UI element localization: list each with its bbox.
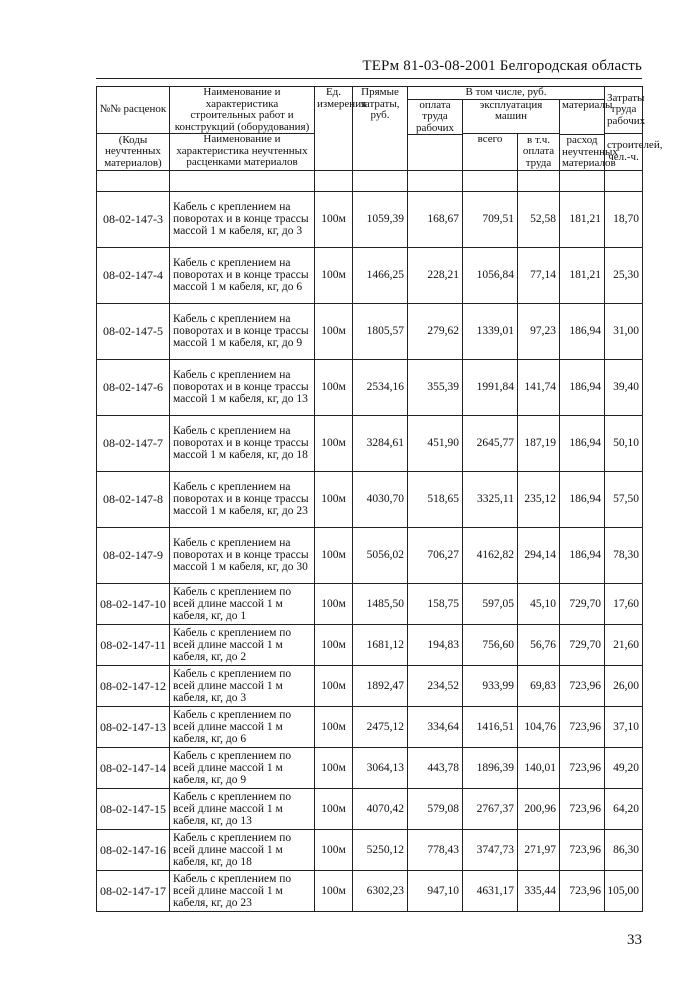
header-machines-total: всего	[463, 134, 518, 171]
materials: 186,94	[560, 471, 605, 527]
machines-total: 709,51	[463, 191, 518, 247]
machines-labor-pay: 187,19	[518, 415, 560, 471]
labor-cost: 64,20	[605, 788, 643, 829]
labor-pay: 579,08	[408, 788, 463, 829]
unit-cell: 100м	[315, 706, 353, 747]
table-row	[97, 303, 643, 359]
labor-pay: 443,78	[408, 747, 463, 788]
direct-costs: 2475,12	[353, 706, 408, 747]
unit-cell: 100м	[315, 471, 353, 527]
header-code: №№ расценок	[97, 87, 170, 134]
rate-code: 08-02-147-12	[97, 665, 170, 706]
header-name: Наименование и характеристика строительных работ и конструкций (оборудования)	[170, 87, 315, 134]
table-row	[97, 624, 643, 665]
machines-total: 1416,51	[463, 706, 518, 747]
rate-code: 08-02-147-14	[97, 747, 170, 788]
direct-costs: 1681,12	[353, 624, 408, 665]
labor-pay: 947,10	[408, 870, 463, 911]
labor-cost: 57,50	[605, 471, 643, 527]
unit-cell: 100м	[315, 191, 353, 247]
work-name: Кабель с креплением по всей длине массой 1 м кабеля, кг, до 3	[170, 665, 315, 706]
header-labor-pay-blank	[408, 135, 463, 171]
table-row	[97, 583, 643, 624]
rate-code: 08-02-147-7	[97, 415, 170, 471]
materials: 186,94	[560, 527, 605, 583]
direct-costs: 1805,57	[353, 303, 408, 359]
rate-code: 08-02-147-15	[97, 788, 170, 829]
labor-cost: 78,30	[605, 527, 643, 583]
rate-code: 08-02-147-3	[97, 191, 170, 247]
spacer-row	[97, 170, 643, 191]
unit-cell: 100м	[315, 247, 353, 303]
work-name: Кабель с креплением по всей длине массой 1 м кабеля, кг, до 18	[170, 829, 315, 870]
machines-total: 4631,17	[463, 870, 518, 911]
machines-labor-pay: 200,96	[518, 788, 560, 829]
header-labor-pay: оплата труда рабочих	[408, 99, 463, 135]
materials: 723,96	[560, 747, 605, 788]
header-machines-incl-pay: в т.ч. оплата труда	[518, 134, 560, 171]
machines-labor-pay: 56,76	[518, 624, 560, 665]
labor-cost: 21,60	[605, 624, 643, 665]
direct-costs: 5056,02	[353, 527, 408, 583]
rates-table	[96, 86, 663, 912]
materials: 186,94	[560, 359, 605, 415]
unit-cell: 100м	[315, 527, 353, 583]
labor-pay: 279,62	[408, 303, 463, 359]
direct-costs: 1485,50	[353, 583, 408, 624]
machines-labor-pay: 141,74	[518, 359, 560, 415]
labor-cost: 86,30	[605, 829, 643, 870]
direct-costs: 1466,25	[353, 247, 408, 303]
table-row	[97, 527, 643, 583]
machines-total: 2645,77	[463, 415, 518, 471]
rate-code: 08-02-147-10	[97, 583, 170, 624]
labor-pay: 194,83	[408, 624, 463, 665]
machines-labor-pay: 335,44	[518, 870, 560, 911]
table-row	[97, 415, 643, 471]
header-code-alt: (Коды неучтенных материалов)	[97, 134, 170, 171]
table-row	[97, 359, 643, 415]
rate-code: 08-02-147-16	[97, 829, 170, 870]
materials: 723,96	[560, 788, 605, 829]
materials: 181,21	[560, 247, 605, 303]
machines-total: 1056,84	[463, 247, 518, 303]
work-name: Кабель с креплением на поворотах и в конце трассы массой 1 м кабеля, кг, до 3	[170, 191, 315, 247]
rate-code: 08-02-147-9	[97, 527, 170, 583]
work-name: Кабель с креплением по всей длине массой 1 м кабеля, кг, до 13	[170, 788, 315, 829]
machines-total: 3325,11	[463, 471, 518, 527]
unit-cell: 100м	[315, 583, 353, 624]
materials: 723,96	[560, 870, 605, 911]
table-row	[97, 247, 643, 303]
machines-labor-pay: 271,97	[518, 829, 560, 870]
machines-labor-pay: 69,83	[518, 665, 560, 706]
machines-total: 1991,84	[463, 359, 518, 415]
labor-pay: 518,65	[408, 471, 463, 527]
machines-total: 2767,37	[463, 788, 518, 829]
materials: 723,96	[560, 706, 605, 747]
machines-labor-pay: 77,14	[518, 247, 560, 303]
document-header: ТЕРм 81-03-08-2001 Белгородская область	[362, 58, 642, 74]
page-number: 33	[627, 932, 642, 948]
rate-code: 08-02-147-11	[97, 624, 170, 665]
unit-cell: 100м	[315, 788, 353, 829]
labor-pay: 234,52	[408, 665, 463, 706]
labor-cost: 50,10	[605, 415, 643, 471]
machines-total: 1339,01	[463, 303, 518, 359]
work-name: Кабель с креплением по всей длине массой 1 м кабеля, кг, до 1	[170, 583, 315, 624]
machines-total: 3747,73	[463, 829, 518, 870]
work-name: Кабель с креплением по всей длине массой 1 м кабеля, кг, до 23	[170, 870, 315, 911]
labor-cost: 49,20	[605, 747, 643, 788]
direct-costs: 1059,39	[353, 191, 408, 247]
work-name: Кабель с креплением на поворотах и в конце трассы массой 1 м кабеля, кг, до 23	[170, 471, 315, 527]
labor-pay: 158,75	[408, 583, 463, 624]
labor-pay: 706,27	[408, 527, 463, 583]
header-row-1	[97, 87, 643, 100]
labor-pay: 168,67	[408, 191, 463, 247]
labor-cost: 105,00	[605, 870, 643, 911]
rate-code: 08-02-147-6	[97, 359, 170, 415]
machines-total: 756,60	[463, 624, 518, 665]
rate-code: 08-02-147-17	[97, 870, 170, 911]
header-rule	[96, 78, 642, 79]
header-materials: материалы	[560, 99, 605, 135]
header-mat-use: расход неучтенных материалов	[560, 135, 605, 171]
materials: 186,94	[560, 303, 605, 359]
labor-cost: 17,60	[605, 583, 643, 624]
labor-pay: 334,64	[408, 706, 463, 747]
header-unit: Ед. измерения	[315, 87, 353, 171]
header-direct: Прямые затраты, руб.	[353, 87, 408, 171]
labor-pay: 778,43	[408, 829, 463, 870]
machines-labor-pay: 140,01	[518, 747, 560, 788]
labor-cost: 39,40	[605, 359, 643, 415]
work-name: Кабель с креплением по всей длине массой 1 м кабеля, кг, до 2	[170, 624, 315, 665]
unit-cell: 100м	[315, 415, 353, 471]
labor-cost: 37,10	[605, 706, 643, 747]
direct-costs: 5250,12	[353, 829, 408, 870]
table-row	[97, 870, 643, 911]
table-row	[97, 191, 643, 247]
labor-pay: 355,39	[408, 359, 463, 415]
machines-total: 933,99	[463, 665, 518, 706]
work-name: Кабель с креплением на поворотах и в конце трассы массой 1 м кабеля, кг, до 18	[170, 415, 315, 471]
direct-costs: 3064,13	[353, 747, 408, 788]
labor-pay: 228,21	[408, 247, 463, 303]
header-machines: эксплуатация машин	[463, 99, 560, 134]
labor-cost: 18,70	[605, 191, 643, 247]
machines-total: 597,05	[463, 583, 518, 624]
table-row	[97, 788, 643, 829]
work-name: Кабель с креплением на поворотах и в конце трассы массой 1 м кабеля, кг, до 9	[170, 303, 315, 359]
header-incl: В том числе, руб.	[408, 87, 605, 100]
rate-code: 08-02-147-5	[97, 303, 170, 359]
materials: 181,21	[560, 191, 605, 247]
direct-costs: 1892,47	[353, 665, 408, 706]
rate-code: 08-02-147-13	[97, 706, 170, 747]
materials: 723,96	[560, 665, 605, 706]
labor-cost: 25,30	[605, 247, 643, 303]
unit-cell: 100м	[315, 665, 353, 706]
header-builders: строителей, чел.-ч.	[605, 134, 643, 171]
table-row	[97, 665, 643, 706]
work-name: Кабель с креплением по всей длине массой 1 м кабеля, кг, до 6	[170, 706, 315, 747]
machines-labor-pay: 52,58	[518, 191, 560, 247]
materials: 729,70	[560, 583, 605, 624]
header-name-alt: Наименование и характеристика неучтенных расценками материалов	[170, 134, 315, 171]
direct-costs: 6302,23	[353, 870, 408, 911]
unit-cell: 100м	[315, 359, 353, 415]
direct-costs: 2534,16	[353, 359, 408, 415]
labor-cost: 26,00	[605, 665, 643, 706]
materials: 729,70	[560, 624, 605, 665]
table-row	[97, 747, 643, 788]
unit-cell: 100м	[315, 747, 353, 788]
materials: 723,96	[560, 829, 605, 870]
unit-cell: 100м	[315, 624, 353, 665]
machines-labor-pay: 97,23	[518, 303, 560, 359]
rate-code: 08-02-147-4	[97, 247, 170, 303]
unit-cell: 100м	[315, 870, 353, 911]
machines-labor-pay: 235,12	[518, 471, 560, 527]
unit-cell: 100м	[315, 829, 353, 870]
machines-labor-pay: 294,14	[518, 527, 560, 583]
work-name: Кабель с креплением по всей длине массой 1 м кабеля, кг, до 9	[170, 747, 315, 788]
work-name: Кабель с креплением на поворотах и в конце трассы массой 1 м кабеля, кг, до 13	[170, 359, 315, 415]
rate-code: 08-02-147-8	[97, 471, 170, 527]
direct-costs: 3284,61	[353, 415, 408, 471]
machines-labor-pay: 104,76	[518, 706, 560, 747]
unit-cell: 100м	[315, 303, 353, 359]
direct-costs: 4070,42	[353, 788, 408, 829]
header-labor-cost: Затраты труда рабочих	[605, 87, 643, 134]
machines-total: 1896,39	[463, 747, 518, 788]
table-row	[97, 829, 643, 870]
machines-total: 4162,82	[463, 527, 518, 583]
labor-cost: 31,00	[605, 303, 643, 359]
machines-labor-pay: 45,10	[518, 583, 560, 624]
work-name: Кабель с креплением на поворотах и в конце трассы массой 1 м кабеля, кг, до 30	[170, 527, 315, 583]
labor-pay: 451,90	[408, 415, 463, 471]
table-row	[97, 471, 643, 527]
direct-costs: 4030,70	[353, 471, 408, 527]
work-name: Кабель с креплением на поворотах и в конце трассы массой 1 м кабеля, кг, до 6	[170, 247, 315, 303]
table-row	[97, 706, 643, 747]
materials: 186,94	[560, 415, 605, 471]
